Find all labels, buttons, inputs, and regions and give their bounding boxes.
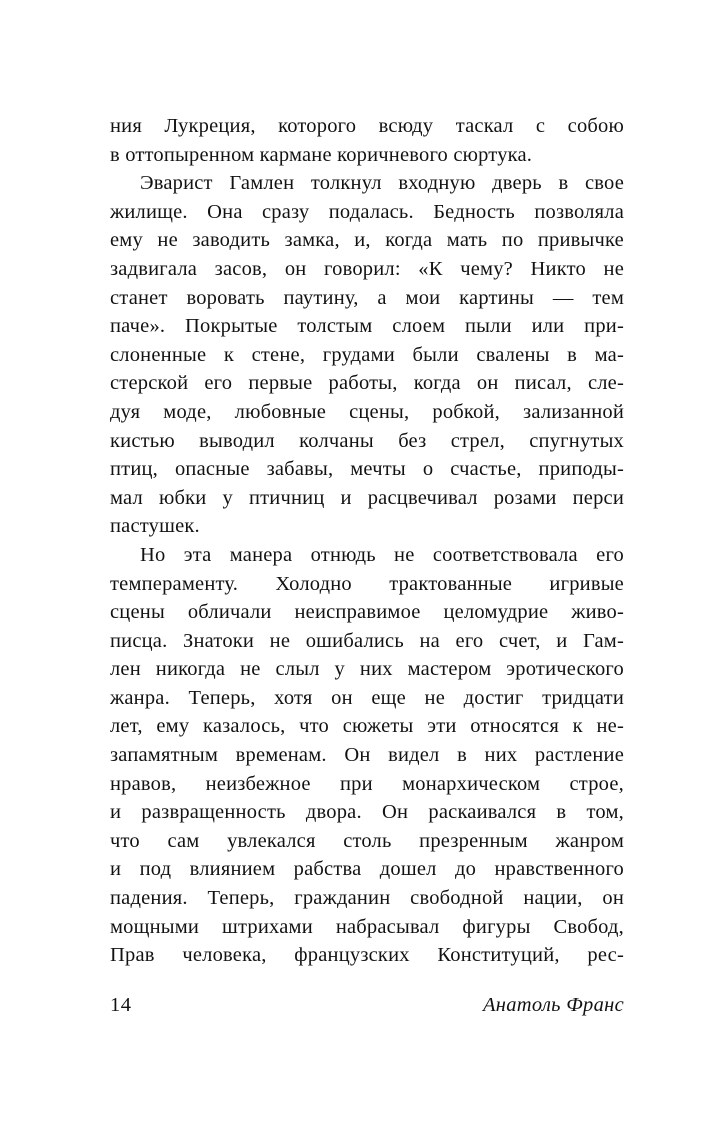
text-line: слоненные к стене, грудами были свалены в ма- xyxy=(110,343,624,366)
text-line: мощными штрихами набрасывал фигуры Свобод, xyxy=(110,915,624,938)
text-line: мал юбки у птичниц и расцвечивал розами перси xyxy=(110,486,624,509)
text-line: нравов, неизбежное при монархическом строе, xyxy=(110,772,624,795)
text-line: в оттопыренном кармане коричневого сюртука. xyxy=(110,143,533,166)
text-line: писца. Знатоки не ошибались на его счет, и Гам- xyxy=(110,629,624,652)
page-text xyxy=(110,112,624,970)
text-line: запамятным временам. Он видел в них растление xyxy=(110,744,624,767)
text-line: станет воровать паутину, а мои картины — тем xyxy=(110,286,624,309)
text-line: что сам увлекался столь презренным жанром xyxy=(110,829,624,852)
text-line: Эварист Гамлен толкнул входную дверь в свое xyxy=(140,172,624,195)
text-line: темпераменту. Холодно трактованные игривые xyxy=(110,572,624,595)
page-footer xyxy=(110,992,624,1018)
text-line: жанра. Теперь, хотя он еще не достиг тридцати xyxy=(110,686,624,709)
text-line: лен никогда не слыл у них мастером эротического xyxy=(110,658,624,681)
text-line: дуя моде, любовные сцены, робкой, зализанной xyxy=(110,400,624,423)
text-line: падения. Теперь, гражданин свободной нации, он xyxy=(110,887,624,910)
text-line: лет, ему казалось, что сюжеты эти относятся к не- xyxy=(110,715,624,738)
text-line: кистью выводил колчаны без стрел, спугнутых xyxy=(110,429,624,452)
text-line: жилище. Она сразу подалась. Бедность позволяла xyxy=(110,200,624,223)
page-number: 14 xyxy=(110,994,132,1016)
text-line: ния Лукреция, которого всюду таскал с собою xyxy=(110,115,624,137)
text-line: Прав человека, французских Конституций, рес- xyxy=(110,944,624,967)
running-title-author: Анатоль Франс xyxy=(482,994,624,1016)
text-line: Но эта манера отнюдь не соответствовала его xyxy=(140,543,624,566)
text-line: сцены обличали неисправимое целомудрие живо- xyxy=(110,601,624,624)
text-line: и под влиянием рабства дошел до нравственного xyxy=(110,858,624,881)
text-line: пастушек. xyxy=(110,515,200,538)
text-line: ему не заводить замка, и, когда мать по привычке xyxy=(110,229,624,252)
text-line: паче». Покрытые толстым слоем пыли или при- xyxy=(110,315,624,338)
text-line: птиц, опасные забавы, мечты о счастье, приподы- xyxy=(110,458,624,481)
text-line: стерской его первые работы, когда он писал, сле- xyxy=(110,372,624,395)
text-line: задвигала засов, он говорил: «К чему? Никто не xyxy=(110,257,624,280)
text-line: и развращенность двора. Он раскаивался в том, xyxy=(110,801,624,824)
